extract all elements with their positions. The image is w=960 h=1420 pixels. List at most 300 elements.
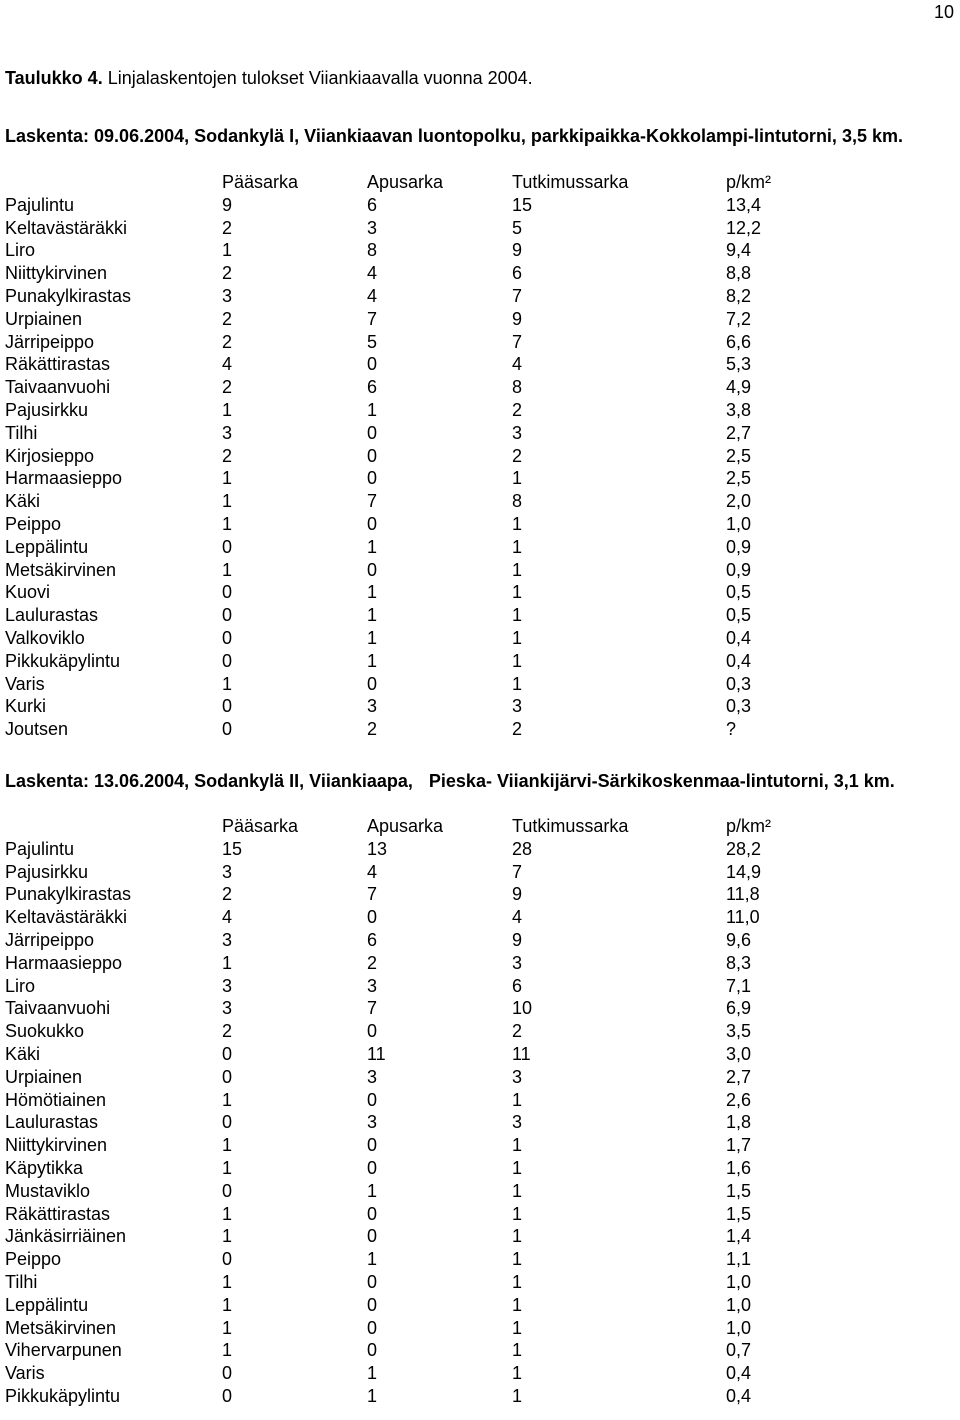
table-row [0, 1089, 786, 1112]
cell-paasarka: 4 [222, 907, 233, 928]
cell-apusarka: 0 [367, 1021, 378, 1042]
cell-species: Laulurastas [5, 1112, 99, 1133]
cell-tutkimussarka: 3 [512, 952, 523, 973]
cell-density: 0,9 [726, 559, 752, 580]
cell-density: 8,8 [726, 263, 752, 284]
cell-tutkimussarka: 4 [512, 907, 523, 928]
cell-paasarka: 0 [222, 650, 233, 671]
cell-species: Leppälintu [5, 536, 89, 557]
cell-tutkimussarka: 1 [512, 1226, 523, 1247]
cell-paasarka: 2 [222, 308, 233, 329]
section1-body [0, 194, 786, 741]
cell-paasarka: 0 [222, 627, 233, 648]
cell-tutkimussarka: 9 [512, 884, 523, 905]
cell-apusarka: 1 [367, 1180, 378, 1201]
cell-tutkimussarka: 9 [512, 308, 523, 329]
cell-paasarka: 0 [222, 1385, 233, 1406]
cell-density: 1,0 [726, 1294, 752, 1315]
cell-density: 0,7 [726, 1340, 752, 1361]
cell-paasarka: 1 [222, 1271, 233, 1292]
cell-species: Räkättirastas [5, 354, 111, 375]
cell-species: Kirjosieppo [5, 445, 95, 466]
table-row [0, 1339, 786, 1362]
cell-paasarka: 1 [222, 952, 233, 973]
cell-paasarka: 0 [222, 1249, 233, 1270]
cell-species: Niittykirvinen [5, 263, 108, 284]
cell-species: Varis [5, 673, 45, 694]
cell-tutkimussarka: 1 [512, 1157, 523, 1178]
section1-header-row [0, 171, 786, 194]
cell-tutkimussarka: 3 [512, 696, 523, 717]
table-row [0, 929, 786, 952]
section2-heading [5, 770, 955, 793]
cell-density: 1,8 [726, 1112, 752, 1133]
section1-table [0, 171, 786, 741]
table-row [0, 513, 786, 536]
cell-species: Valkoviklo [5, 627, 85, 648]
cell-paasarka: 4 [222, 354, 233, 375]
cell-density: 8,2 [726, 285, 752, 306]
cell-species: Pikkukäpylintu [5, 1385, 121, 1406]
cell-paasarka: 0 [222, 605, 233, 626]
cell-tutkimussarka: 1 [512, 605, 523, 626]
cell-apusarka: 0 [367, 1089, 378, 1110]
cell-apusarka: 7 [367, 308, 378, 329]
cell-paasarka: 3 [222, 929, 233, 950]
cell-apusarka: 0 [367, 422, 378, 443]
cell-tutkimussarka: 1 [512, 468, 523, 489]
cell-tutkimussarka: 1 [512, 1203, 523, 1224]
table-row [0, 1385, 786, 1408]
cell-paasarka: 1 [222, 1226, 233, 1247]
cell-density: 7,1 [726, 975, 752, 996]
cell-apusarka: 3 [367, 1066, 378, 1087]
cell-species: Laulurastas [5, 605, 99, 626]
cell-apusarka: 13 [367, 838, 388, 859]
cell-species: Pajulintu [5, 838, 75, 859]
cell-apusarka: 8 [367, 240, 378, 261]
cell-apusarka: 2 [367, 719, 378, 740]
cell-density: ? [726, 719, 737, 740]
cell-apusarka: 3 [367, 1112, 378, 1133]
cell-density: 3,5 [726, 1021, 752, 1042]
cell-apusarka: 0 [367, 1294, 378, 1315]
cell-species: Räkättirastas [5, 1203, 111, 1224]
cell-paasarka: 9 [222, 194, 233, 215]
table-row [0, 975, 786, 998]
cell-density: 1,5 [726, 1203, 752, 1224]
cell-paasarka: 2 [222, 331, 233, 352]
section2-header-paasarka: Pääsarka [222, 816, 299, 836]
cell-apusarka: 3 [367, 975, 378, 996]
table-row [0, 604, 786, 627]
cell-apusarka: 6 [367, 929, 378, 950]
cell-density: 0,3 [726, 673, 752, 694]
cell-paasarka: 1 [222, 1135, 233, 1156]
cell-species: Järripeippo [5, 331, 95, 352]
cell-species: Käki [5, 491, 41, 512]
cell-apusarka: 0 [367, 1317, 378, 1338]
cell-paasarka: 2 [222, 1021, 233, 1042]
section1-header-species [0, 171, 222, 194]
section1-header-apusarka: Apusarka [367, 172, 444, 192]
cell-paasarka: 1 [222, 1203, 233, 1224]
cell-apusarka: 0 [367, 1226, 378, 1247]
cell-species: Varis [5, 1363, 45, 1384]
cell-paasarka: 1 [222, 513, 233, 534]
cell-species: Taivaanvuohi [5, 377, 111, 398]
table-row [0, 194, 786, 217]
cell-tutkimussarka: 1 [512, 1385, 523, 1406]
cell-apusarka: 0 [367, 513, 378, 534]
table-row [0, 1157, 786, 1180]
cell-apusarka: 5 [367, 331, 378, 352]
cell-density: 1,5 [726, 1180, 752, 1201]
cell-paasarka: 1 [222, 1157, 233, 1178]
section1-header-paasarka: Pääsarka [222, 172, 299, 192]
cell-species: Kuovi [5, 582, 51, 603]
cell-density: 2,6 [726, 1089, 752, 1110]
table-row [0, 1111, 786, 1134]
cell-paasarka: 0 [222, 719, 233, 740]
cell-density: 0,5 [726, 605, 752, 626]
cell-tutkimussarka: 8 [512, 377, 523, 398]
cell-tutkimussarka: 1 [512, 1271, 523, 1292]
cell-tutkimussarka: 3 [512, 1112, 523, 1133]
cell-species: Järripeippo [5, 929, 95, 950]
table-row [0, 838, 786, 861]
cell-density: 0,4 [726, 1385, 752, 1406]
cell-density: 2,0 [726, 491, 752, 512]
cell-density: 0,4 [726, 627, 752, 648]
cell-apusarka: 1 [367, 650, 378, 671]
cell-species: Metsäkirvinen [5, 1317, 117, 1338]
cell-paasarka: 0 [222, 1043, 233, 1064]
cell-apusarka: 6 [367, 194, 378, 215]
table-row [0, 952, 786, 975]
cell-density: 6,6 [726, 331, 752, 352]
cell-tutkimussarka: 6 [512, 975, 523, 996]
cell-density: 5,3 [726, 354, 752, 375]
cell-tutkimussarka: 2 [512, 719, 523, 740]
cell-apusarka: 0 [367, 1203, 378, 1224]
table-row [0, 1271, 786, 1294]
cell-species: Niittykirvinen [5, 1135, 108, 1156]
cell-paasarka: 3 [222, 975, 233, 996]
cell-paasarka: 15 [222, 838, 243, 859]
cell-apusarka: 0 [367, 1271, 378, 1292]
cell-species: Tilhi [5, 1271, 38, 1292]
table-row [0, 399, 786, 422]
cell-species: Käki [5, 1043, 41, 1064]
cell-paasarka: 2 [222, 377, 233, 398]
section2-table [0, 815, 786, 1408]
cell-tutkimussarka: 1 [512, 1180, 523, 1201]
cell-apusarka: 2 [367, 952, 378, 973]
table-row [0, 422, 786, 445]
table-row [0, 331, 786, 354]
cell-apusarka: 0 [367, 1135, 378, 1156]
table-row [0, 1317, 786, 1340]
cell-paasarka: 1 [222, 468, 233, 489]
cell-species: Pikkukäpylintu [5, 650, 121, 671]
cell-paasarka: 1 [222, 399, 233, 420]
cell-tutkimussarka: 3 [512, 422, 523, 443]
cell-apusarka: 4 [367, 285, 378, 306]
cell-species: Taivaanvuohi [5, 998, 111, 1019]
cell-tutkimussarka: 1 [512, 650, 523, 671]
cell-density: 1,6 [726, 1157, 752, 1178]
cell-paasarka: 0 [222, 582, 233, 603]
cell-density: 2,5 [726, 445, 752, 466]
cell-apusarka: 1 [367, 536, 378, 557]
cell-density: 2,5 [726, 468, 752, 489]
cell-apusarka: 0 [367, 354, 378, 375]
cell-paasarka: 0 [222, 536, 233, 557]
table-row [0, 861, 786, 884]
cell-apusarka: 7 [367, 884, 378, 905]
cell-tutkimussarka: 1 [512, 582, 523, 603]
cell-paasarka: 0 [222, 696, 233, 717]
cell-species: Peippo [5, 1249, 62, 1270]
cell-tutkimussarka: 1 [512, 513, 523, 534]
table-row [0, 262, 786, 285]
cell-apusarka: 3 [367, 217, 378, 238]
cell-tutkimussarka: 1 [512, 1363, 523, 1384]
cell-density: 9,6 [726, 929, 752, 950]
cell-species: Joutsen [5, 719, 69, 740]
cell-tutkimussarka: 7 [512, 285, 523, 306]
cell-paasarka: 3 [222, 861, 233, 882]
cell-tutkimussarka: 28 [512, 838, 533, 859]
cell-density: 14,9 [726, 861, 762, 882]
table-row [0, 1225, 786, 1248]
table-row [0, 217, 786, 240]
cell-species: Urpiainen [5, 1066, 83, 1087]
cell-species: Keltavästäräkki [5, 217, 128, 238]
cell-density: 2,7 [726, 1066, 752, 1087]
cell-species: Harmaasieppo [5, 952, 123, 973]
cell-species: Pajulintu [5, 194, 75, 215]
table-row [0, 239, 786, 262]
cell-paasarka: 1 [222, 1294, 233, 1315]
cell-paasarka: 3 [222, 285, 233, 306]
section1-heading: Laskenta: 09.06.2004, Sodankylä I, Viiankiaavan luontopolku, parkkipaikka-Kokkolampi-lintutorni, 3,5 km. [5, 126, 903, 146]
cell-species: Punakylkirastas [5, 884, 132, 905]
cell-paasarka: 1 [222, 491, 233, 512]
cell-tutkimussarka: 7 [512, 861, 523, 882]
cell-paasarka: 1 [222, 559, 233, 580]
cell-density: 4,9 [726, 377, 752, 398]
cell-paasarka: 1 [222, 1340, 233, 1361]
cell-apusarka: 11 [367, 1043, 386, 1064]
table-row [0, 1134, 786, 1157]
cell-species: Metsäkirvinen [5, 559, 117, 580]
section2-header-tutkimussarka: Tutkimussarka [512, 816, 629, 836]
cell-tutkimussarka: 1 [512, 1249, 523, 1270]
cell-density: 2,7 [726, 422, 752, 443]
cell-apusarka: 1 [367, 605, 378, 626]
cell-tutkimussarka: 6 [512, 263, 523, 284]
cell-tutkimussarka: 1 [512, 559, 523, 580]
cell-tutkimussarka: 1 [512, 1340, 523, 1361]
caption-text: Linjalaskentojen tulokset Viiankiaavalla vuonna 2004. [107, 68, 533, 88]
cell-species: Vihervarpunen [5, 1340, 122, 1361]
cell-species: Keltavästäräkki [5, 907, 128, 928]
table-row [0, 695, 786, 718]
cell-density: 6,9 [726, 998, 752, 1019]
table-row [0, 581, 786, 604]
cell-density: 1,0 [726, 513, 752, 534]
table-row [0, 673, 786, 696]
cell-paasarka: 0 [222, 1180, 233, 1201]
table-row [0, 883, 786, 906]
cell-apusarka: 4 [367, 861, 378, 882]
cell-tutkimussarka: 5 [512, 217, 523, 238]
cell-species: Hömötiainen [5, 1089, 107, 1110]
table-caption [5, 68, 533, 89]
cell-tutkimussarka: 1 [512, 1089, 523, 1110]
cell-apusarka: 0 [367, 907, 378, 928]
table-row [0, 1180, 786, 1203]
cell-species: Suokukko [5, 1021, 85, 1042]
table-row [0, 376, 786, 399]
cell-tutkimussarka: 2 [512, 445, 523, 466]
cell-tutkimussarka: 1 [512, 1294, 523, 1315]
table-row [0, 997, 786, 1020]
cell-tutkimussarka: 3 [512, 1066, 523, 1087]
cell-paasarka: 2 [222, 445, 233, 466]
cell-apusarka: 3 [367, 696, 378, 717]
cell-tutkimussarka: 10 [512, 998, 533, 1019]
cell-tutkimussarka: 9 [512, 929, 523, 950]
cell-apusarka: 6 [367, 377, 378, 398]
table-row [0, 285, 786, 308]
cell-tutkimussarka: 4 [512, 354, 523, 375]
cell-apusarka: 1 [367, 1363, 378, 1384]
cell-species: Pajusirkku [5, 861, 89, 882]
cell-species: Liro [5, 975, 36, 996]
caption-label: Taulukko 4. [5, 68, 103, 88]
cell-density: 7,2 [726, 308, 752, 329]
cell-tutkimussarka: 1 [512, 536, 523, 557]
cell-tutkimussarka: 1 [512, 1317, 523, 1338]
cell-apusarka: 1 [367, 582, 378, 603]
cell-paasarka: 1 [222, 240, 233, 261]
table-row [0, 906, 786, 929]
table-row [0, 650, 786, 673]
cell-tutkimussarka: 15 [512, 194, 533, 215]
table-row [0, 353, 786, 376]
section2-heading-part1: Laskenta: 13.06.2004, Sodankylä II, Viiankiaapa, [5, 771, 413, 791]
cell-apusarka: 0 [367, 445, 378, 466]
table-row [0, 1362, 786, 1385]
cell-species: Tilhi [5, 422, 38, 443]
cell-density: 11,8 [726, 884, 760, 905]
cell-paasarka: 1 [222, 1089, 233, 1110]
cell-paasarka: 0 [222, 1363, 233, 1384]
cell-density: 0,3 [726, 696, 752, 717]
cell-tutkimussarka: 2 [512, 1021, 523, 1042]
cell-species: Mustaviklo [5, 1180, 91, 1201]
table-row [0, 308, 786, 331]
cell-species: Punakylkirastas [5, 285, 132, 306]
cell-density: 1,0 [726, 1271, 752, 1292]
table-row [0, 1248, 786, 1271]
cell-species: Peippo [5, 513, 62, 534]
cell-density: 1,1 [726, 1249, 752, 1270]
cell-apusarka: 1 [367, 1385, 378, 1406]
cell-density: 3,8 [726, 399, 752, 420]
cell-density: 28,2 [726, 838, 762, 859]
cell-apusarka: 4 [367, 263, 378, 284]
cell-apusarka: 1 [367, 627, 378, 648]
section2-body [0, 838, 786, 1408]
cell-paasarka: 0 [222, 1112, 233, 1133]
cell-paasarka: 0 [222, 1066, 233, 1087]
table-row [0, 718, 786, 741]
cell-density: 12,2 [726, 217, 762, 238]
cell-apusarka: 0 [367, 559, 378, 580]
cell-apusarka: 1 [367, 1249, 378, 1270]
cell-paasarka: 3 [222, 998, 233, 1019]
table-row [0, 1066, 786, 1089]
cell-density: 0,4 [726, 1363, 752, 1384]
cell-density: 0,5 [726, 582, 752, 603]
cell-density: 1,0 [726, 1317, 752, 1338]
table-row [0, 1294, 786, 1317]
table-row [0, 490, 786, 513]
cell-tutkimussarka: 1 [512, 673, 523, 694]
cell-density: 0,9 [726, 536, 752, 557]
cell-paasarka: 1 [222, 1317, 233, 1338]
cell-apusarka: 0 [367, 673, 378, 694]
cell-tutkimussarka: 2 [512, 399, 523, 420]
cell-density: 1,7 [726, 1135, 752, 1156]
cell-species: Käpytikka [5, 1157, 84, 1178]
cell-apusarka: 0 [367, 1340, 378, 1361]
cell-density: 8,3 [726, 952, 752, 973]
cell-paasarka: 3 [222, 422, 233, 443]
page-number: 10 [933, 2, 954, 22]
cell-density: 0,4 [726, 650, 752, 671]
cell-paasarka: 2 [222, 217, 233, 238]
section2-header-row [0, 815, 786, 838]
cell-density: 9,4 [726, 240, 752, 261]
cell-apusarka: 1 [367, 399, 378, 420]
cell-density: 11,0 [726, 907, 760, 928]
table-row [0, 1043, 786, 1066]
cell-species: Kurki [5, 696, 47, 717]
table-row [0, 467, 786, 490]
cell-tutkimussarka: 8 [512, 491, 523, 512]
cell-tutkimussarka: 11 [512, 1043, 531, 1064]
cell-tutkimussarka: 1 [512, 627, 523, 648]
cell-species: Urpiainen [5, 308, 83, 329]
section2-header-apusarka: Apusarka [367, 816, 444, 836]
cell-density: 3,0 [726, 1043, 752, 1064]
section1-header-tutkimussarka: Tutkimussarka [512, 172, 629, 192]
cell-tutkimussarka: 7 [512, 331, 523, 352]
table-row [0, 1203, 786, 1226]
table-row [0, 627, 786, 650]
cell-tutkimussarka: 9 [512, 240, 523, 261]
cell-species: Jänkäsirriäinen [5, 1226, 127, 1247]
cell-apusarka: 7 [367, 998, 378, 1019]
section2-header-species [0, 815, 222, 838]
cell-paasarka: 2 [222, 884, 233, 905]
section1-header-density: p/km² [726, 172, 771, 192]
